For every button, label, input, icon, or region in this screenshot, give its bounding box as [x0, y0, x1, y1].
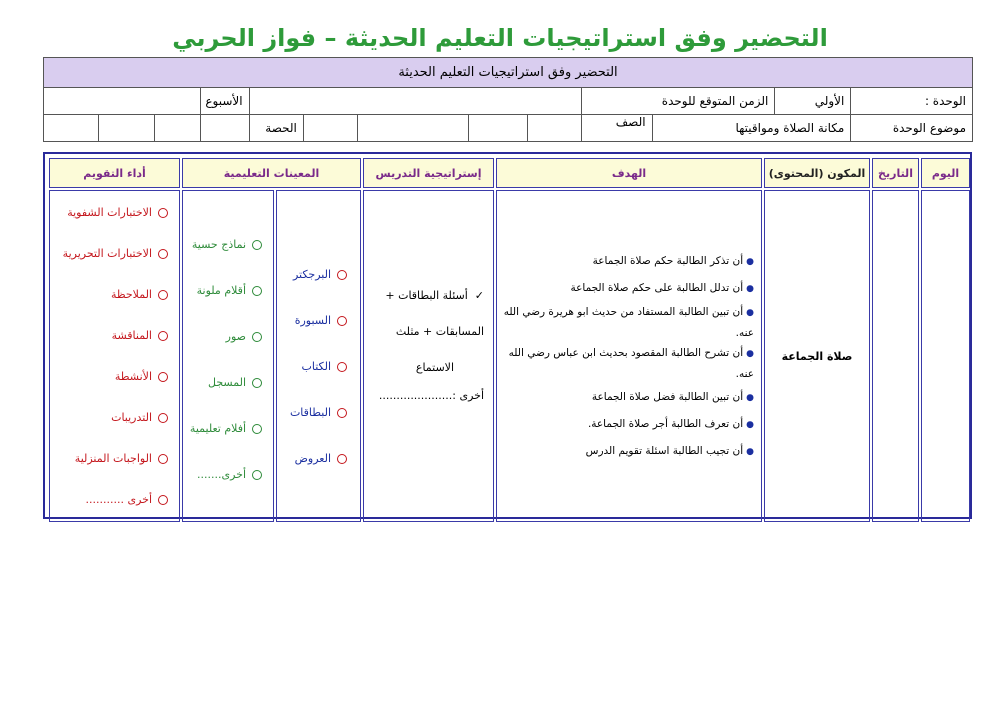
unit-topic-value: مكانة الصلاة ومواقيتها [652, 115, 851, 142]
resource-item: البطاقات [289, 406, 332, 419]
goal-item: ● أن تعرف الطالبة أجر صلاة الجماعة. [498, 411, 754, 438]
header-banner: التحضير وفق استراتيجيات التعليم الحديثة [44, 58, 973, 88]
radio-circle-icon[interactable] [252, 424, 262, 434]
aid-item: أفلام تعليمية [189, 422, 247, 435]
radio-circle-icon[interactable] [158, 208, 168, 218]
evaluation-item: المناقشة [111, 329, 152, 342]
aid-item: نماذج حسية [191, 238, 247, 251]
expected-time-value [249, 88, 581, 115]
class-cell-3 [358, 115, 469, 142]
week-label: الأسبوع [200, 88, 249, 115]
radio-circle-icon[interactable] [158, 331, 168, 341]
col-header-strategy: إستراتيجية التدريس [363, 158, 494, 188]
page-title: التحضير وفق استراتيجيات التعليم الحديثة – فواز الحربي [172, 24, 828, 52]
goal-item: ● أن تبين الطالبة فضل صلاة الجماعة [498, 384, 754, 411]
resource-item: البرجكتر [292, 268, 332, 281]
resources-cell [276, 190, 361, 522]
evaluation-item: الملاحظة [110, 288, 152, 301]
col-header-date: التاريخ [872, 158, 919, 188]
col-header-evaluation: أداء التقويم [49, 158, 180, 188]
radio-circle-icon[interactable] [252, 332, 262, 342]
strategy-other: أخرى :..................... [378, 389, 485, 402]
day-cell [921, 190, 970, 522]
evaluation-item: أخرى ........... [85, 493, 152, 506]
strategy-line-3: الاستماع [415, 361, 455, 374]
aids-cell [182, 190, 274, 522]
evaluation-cell [49, 190, 180, 522]
col-header-goal: الهدف [496, 158, 762, 188]
period-cell-4 [44, 115, 99, 142]
content-cell: صلاة الجماعة [764, 190, 870, 522]
goal-item: ● أن تذكر الطالبة حكم صلاة الجماعة [498, 248, 754, 275]
period-cell-2 [155, 115, 201, 142]
resource-item: العروض [294, 452, 332, 465]
radio-circle-icon[interactable] [158, 413, 168, 423]
check-icon: ✓ [474, 289, 485, 302]
class-cell-4 [303, 115, 357, 142]
date-cell [872, 190, 919, 522]
radio-circle-icon[interactable] [337, 362, 347, 372]
goal-item: ● أن تشرح الطالبة المقصود بحديث ابن عباس رضي الله عنه. [498, 343, 754, 384]
radio-circle-icon[interactable] [252, 286, 262, 296]
week-value [44, 88, 201, 115]
strategy-cell [363, 190, 494, 522]
aid-item: أخرى....... [197, 468, 247, 481]
evaluation-item: الواجبات المنزلية [74, 452, 152, 465]
radio-circle-icon[interactable] [158, 290, 168, 300]
col-header-day: اليوم [921, 158, 970, 188]
col-header-content: المكون (المحتوى) [764, 158, 870, 188]
period-label: الحصة [249, 115, 303, 142]
aid-item: المسجل [208, 376, 247, 389]
radio-circle-icon[interactable] [337, 316, 347, 326]
evaluation-item: التدريبات [111, 411, 152, 424]
radio-circle-icon[interactable] [158, 249, 168, 259]
unit-topic-label: موضوع الوحدة [851, 115, 973, 142]
goal-item: ● أن تجيب الطالبة اسئلة تقويم الدرس [498, 438, 754, 465]
radio-circle-icon[interactable] [158, 454, 168, 464]
radio-circle-icon[interactable] [252, 470, 262, 480]
goal-cell [496, 190, 762, 522]
resource-item: الكتاب [301, 360, 332, 373]
strategy-line-1: أسئلة البطاقات + [385, 289, 468, 302]
unit-label: الوحدة : [851, 88, 973, 115]
aid-item: أقلام ملونة [196, 284, 247, 297]
class-cell-1 [527, 115, 581, 142]
evaluation-item: الأنشطة [114, 370, 152, 383]
radio-circle-icon[interactable] [252, 240, 262, 250]
period-cell-1 [200, 115, 249, 142]
radio-circle-icon[interactable] [337, 454, 347, 464]
radio-circle-icon[interactable] [337, 408, 347, 418]
aid-item: صور [225, 330, 247, 343]
radio-circle-icon[interactable] [252, 378, 262, 388]
radio-circle-icon[interactable] [158, 372, 168, 382]
goal-item: ● أن تبين الطالبة المستفاد من حديث ابو هريرة رضي الله عنه. [498, 302, 754, 343]
evaluation-item: الاختبارات الشفوية [67, 206, 152, 219]
strategy-line-2: المسابقات + مثلث [395, 325, 485, 338]
radio-circle-icon[interactable] [337, 270, 347, 280]
evaluation-item: الاختبارات التحريرية [62, 247, 152, 260]
class-label: الصف [581, 115, 652, 142]
resource-item: السبورة [294, 314, 332, 327]
period-cell-3 [98, 115, 154, 142]
header-info-table [43, 57, 973, 142]
radio-circle-icon[interactable] [158, 495, 168, 505]
unit-value: الأولي [775, 88, 851, 115]
goal-item: ● أن تدلل الطالبة على حكم صلاة الجماعة [498, 275, 754, 302]
expected-time-label: الزمن المتوقع للوحدة [581, 88, 774, 115]
class-cell-2 [468, 115, 527, 142]
lesson-plan-table [43, 152, 972, 519]
col-header-aids: المعينات التعليمية [182, 158, 361, 188]
